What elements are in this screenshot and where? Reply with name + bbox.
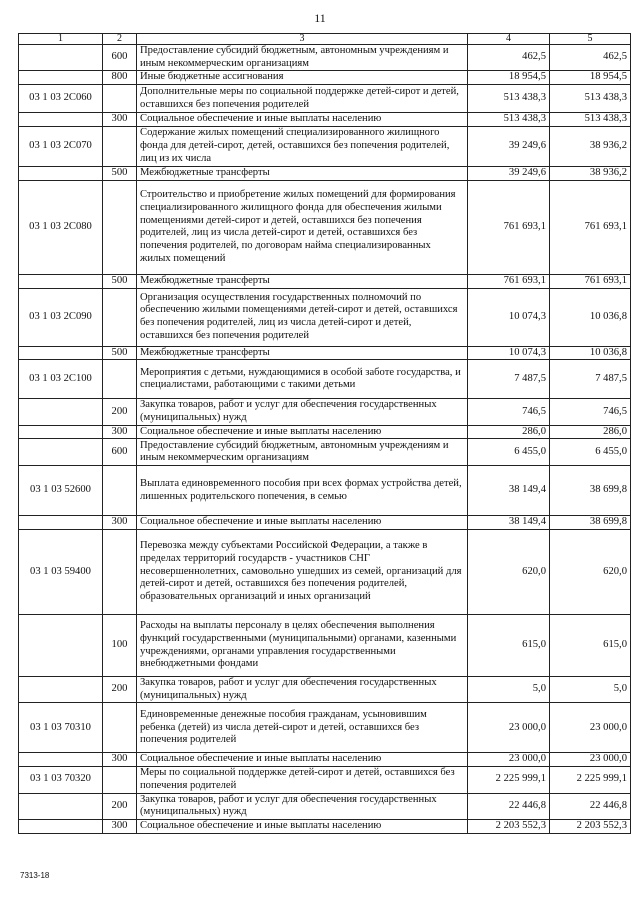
row-expense-kind: 300 — [103, 753, 137, 767]
row-expense-kind: 100 — [103, 615, 137, 677]
row-amount-col4: 23 000,0 — [468, 753, 550, 767]
row-code: 03 1 03 2С090 — [19, 288, 103, 346]
row-expense-kind: 300 — [103, 425, 137, 439]
row-name: Социальное обеспечение и иные выплаты населению — [137, 516, 468, 530]
row-amount-col5: 513 438,3 — [550, 85, 631, 113]
row-expense-kind — [103, 530, 137, 615]
row-code — [19, 45, 103, 71]
page-number: 11 — [314, 11, 326, 25]
row-amount-col5: 513 438,3 — [550, 113, 631, 127]
row-amount-col4: 39 249,6 — [468, 166, 550, 180]
row-code — [19, 166, 103, 180]
row-amount-col4: 39 249,6 — [468, 126, 550, 166]
row-name: Межбюджетные трансферты — [137, 274, 468, 288]
row-amount-col4: 5,0 — [468, 677, 550, 703]
row-amount-col4: 22 446,8 — [468, 793, 550, 819]
row-amount-col4: 38 149,4 — [468, 516, 550, 530]
row-expense-kind: 200 — [103, 399, 137, 425]
row-code — [19, 274, 103, 288]
row-amount-col5: 38 936,2 — [550, 126, 631, 166]
row-expense-kind: 500 — [103, 346, 137, 360]
row-name: Межбюджетные трансферты — [137, 346, 468, 360]
row-name: Предоставление субсидий бюджетным, автономным учреждениям и иным некоммерческим организациям — [137, 439, 468, 466]
row-amount-col4: 10 074,3 — [468, 346, 550, 360]
row-amount-col5: 7 487,5 — [550, 360, 631, 399]
row-amount-col4: 761 693,1 — [468, 180, 550, 274]
row-amount-col4: 620,0 — [468, 530, 550, 615]
row-name: Закупка товаров, работ и услуг для обеспечения государственных (муниципальных) нужд — [137, 677, 468, 703]
row-name: Расходы на выплаты персоналу в целях обеспечения выполнения функций государственными (муниципальными) органами, казенными учреждениями, органами управления государственными внебюджетными фондами — [137, 615, 468, 677]
row-expense-kind — [103, 85, 137, 113]
row-amount-col5: 38 699,8 — [550, 466, 631, 516]
table-row — [19, 793, 631, 819]
row-amount-col5: 22 446,8 — [550, 793, 631, 819]
row-name: Перевозка между субъектами Российской Федерации, а также в пределах территорий государств - участников СНГ несовершеннолетних, самовольно ушедших из семей, организаций для детей-сирот и детей, оставшихся без попечения родителей, образовательных организаций и иных организаций — [137, 530, 468, 615]
row-amount-col5: 761 693,1 — [550, 180, 631, 274]
row-code — [19, 346, 103, 360]
row-code — [19, 113, 103, 127]
row-amount-col5: 5,0 — [550, 677, 631, 703]
table-row — [19, 360, 631, 399]
table-row — [19, 425, 631, 439]
row-amount-col4: 38 149,4 — [468, 466, 550, 516]
row-amount-col4: 746,5 — [468, 399, 550, 425]
header-cell: 3 — [137, 34, 468, 45]
table-row — [19, 126, 631, 166]
table-row — [19, 516, 631, 530]
row-amount-col4: 462,5 — [468, 45, 550, 71]
row-amount-col5: 746,5 — [550, 399, 631, 425]
table-row — [19, 703, 631, 753]
table-row — [19, 274, 631, 288]
row-name: Социальное обеспечение и иные выплаты населению — [137, 753, 468, 767]
row-code — [19, 793, 103, 819]
row-name: Предоставление субсидий бюджетным, автономным учреждениям и иным некоммерческим организациям — [137, 45, 468, 71]
row-amount-col5: 18 954,5 — [550, 71, 631, 85]
row-amount-col5: 615,0 — [550, 615, 631, 677]
table-row — [19, 85, 631, 113]
row-amount-col5: 10 036,8 — [550, 346, 631, 360]
row-code: 03 1 03 52600 — [19, 466, 103, 516]
row-amount-col4: 513 438,3 — [468, 85, 550, 113]
row-amount-col4: 2 203 552,3 — [468, 819, 550, 833]
row-name: Социальное обеспечение и иные выплаты населению — [137, 113, 468, 127]
row-expense-kind: 300 — [103, 113, 137, 127]
row-amount-col5: 10 036,8 — [550, 288, 631, 346]
table-row — [19, 288, 631, 346]
row-amount-col5: 38 699,8 — [550, 516, 631, 530]
row-code: 03 1 03 70310 — [19, 703, 103, 753]
row-name: Социальное обеспечение и иные выплаты населению — [137, 425, 468, 439]
table-row — [19, 399, 631, 425]
row-amount-col5: 2 203 552,3 — [550, 819, 631, 833]
row-code — [19, 399, 103, 425]
row-code: 03 1 03 2С060 — [19, 85, 103, 113]
table-row — [19, 767, 631, 793]
row-name: Закупка товаров, работ и услуг для обеспечения государственных (муниципальных) нужд — [137, 399, 468, 425]
row-name: Выплата единовременного пособия при всех формах устройства детей, лишенных родительского попечения, в семью — [137, 466, 468, 516]
table-body — [19, 45, 631, 834]
row-expense-kind — [103, 288, 137, 346]
row-expense-kind: 500 — [103, 166, 137, 180]
row-expense-kind: 500 — [103, 274, 137, 288]
table-row — [19, 180, 631, 274]
row-amount-col5: 761 693,1 — [550, 274, 631, 288]
row-amount-col4: 2 225 999,1 — [468, 767, 550, 793]
row-expense-kind: 300 — [103, 819, 137, 833]
row-code — [19, 425, 103, 439]
table-row — [19, 677, 631, 703]
row-expense-kind — [103, 180, 137, 274]
row-amount-col4: 18 954,5 — [468, 71, 550, 85]
row-code: 03 1 03 2С100 — [19, 360, 103, 399]
row-amount-col5: 38 936,2 — [550, 166, 631, 180]
row-expense-kind — [103, 703, 137, 753]
row-expense-kind: 600 — [103, 45, 137, 71]
header-cell: 4 — [468, 34, 550, 45]
row-name: Дополнительные меры по социальной поддержке детей-сирот и детей, оставшихся без попечения родителей — [137, 85, 468, 113]
row-name: Иные бюджетные ассигнования — [137, 71, 468, 85]
table-row — [19, 113, 631, 127]
row-code — [19, 71, 103, 85]
row-amount-col4: 761 693,1 — [468, 274, 550, 288]
row-name: Единовременные денежные пособия гражданам, усыновившим ребенка (детей) из числа детей-сирот и детей, оставшихся без попечения родителей — [137, 703, 468, 753]
row-amount-col5: 620,0 — [550, 530, 631, 615]
row-amount-col5: 462,5 — [550, 45, 631, 71]
row-amount-col5: 23 000,0 — [550, 753, 631, 767]
budget-table — [18, 33, 631, 834]
row-code: 03 1 03 2С080 — [19, 180, 103, 274]
table-row — [19, 615, 631, 677]
header-row — [19, 34, 631, 45]
row-expense-kind: 300 — [103, 516, 137, 530]
table-row — [19, 439, 631, 466]
row-expense-kind — [103, 466, 137, 516]
row-code — [19, 819, 103, 833]
row-code — [19, 439, 103, 466]
row-name: Социальное обеспечение и иные выплаты населению — [137, 819, 468, 833]
row-amount-col4: 286,0 — [468, 425, 550, 439]
table-row — [19, 466, 631, 516]
row-amount-col5: 6 455,0 — [550, 439, 631, 466]
row-amount-col4: 7 487,5 — [468, 360, 550, 399]
header-cell: 1 — [19, 34, 103, 45]
row-expense-kind: 200 — [103, 677, 137, 703]
row-code — [19, 615, 103, 677]
row-name: Содержание жилых помещений специализированного жилищного фонда для детей-сирот, детей, оставшихся без попечения родителей, лиц из их числа — [137, 126, 468, 166]
row-amount-col4: 513 438,3 — [468, 113, 550, 127]
row-expense-kind — [103, 767, 137, 793]
table-row — [19, 346, 631, 360]
table-row — [19, 753, 631, 767]
row-expense-kind — [103, 126, 137, 166]
row-amount-col4: 23 000,0 — [468, 703, 550, 753]
footer-code: 7313-18 — [20, 871, 50, 880]
row-expense-kind: 200 — [103, 793, 137, 819]
table-row — [19, 530, 631, 615]
row-name: Мероприятия с детьми, нуждающимися в особой заботе государства, и специалистами, работающими с такими детьми — [137, 360, 468, 399]
row-amount-col5: 23 000,0 — [550, 703, 631, 753]
row-amount-col4: 10 074,3 — [468, 288, 550, 346]
table-row — [19, 166, 631, 180]
row-name: Межбюджетные трансферты — [137, 166, 468, 180]
header-cell: 5 — [550, 34, 631, 45]
row-expense-kind: 600 — [103, 439, 137, 466]
row-name: Организация осуществления государственных полномочий по обеспечению жилыми помещениями детей-сирот и детей, оставшихся без попечения родителей, лиц из числа детей-сирот и детей, оставшихся без попечения родителей — [137, 288, 468, 346]
row-amount-col5: 2 225 999,1 — [550, 767, 631, 793]
row-expense-kind: 800 — [103, 71, 137, 85]
row-code — [19, 753, 103, 767]
table-row — [19, 819, 631, 833]
row-amount-col4: 6 455,0 — [468, 439, 550, 466]
table-row — [19, 45, 631, 71]
header-cell: 2 — [103, 34, 137, 45]
row-code: 03 1 03 2С070 — [19, 126, 103, 166]
row-amount-col4: 615,0 — [468, 615, 550, 677]
row-name: Закупка товаров, работ и услуг для обеспечения государственных (муниципальных) нужд — [137, 793, 468, 819]
row-code — [19, 516, 103, 530]
row-amount-col5: 286,0 — [550, 425, 631, 439]
row-code: 03 1 03 70320 — [19, 767, 103, 793]
table-row — [19, 71, 631, 85]
row-code — [19, 677, 103, 703]
row-name: Строительство и приобретение жилых помещений для формирования специализированного жилищного фонда для обеспечения жилыми помещениями детей-сирот и детей, оставшихся без попечения родителей, лиц из числа детей-сирот и детей, оставшихся без попечения родителей, по договорам найма специализированных жилых помещений — [137, 180, 468, 274]
row-expense-kind — [103, 360, 137, 399]
row-code: 03 1 03 59400 — [19, 530, 103, 615]
row-name: Меры по социальной поддержке детей-сирот и детей, оставшихся без попечения родителей — [137, 767, 468, 793]
